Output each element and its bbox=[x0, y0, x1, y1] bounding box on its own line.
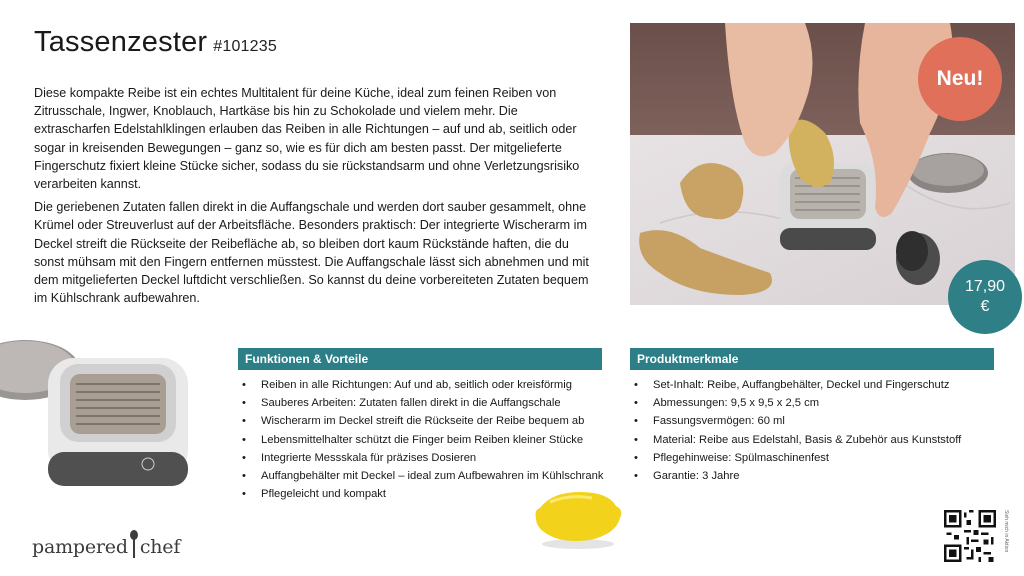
brand-name-part: pampered bbox=[32, 536, 128, 558]
list-item: • Sauberes Arbeiten: Zutaten fallen direkt in die Auffangschale bbox=[238, 394, 603, 412]
price-amount: 17,90 bbox=[964, 278, 1006, 295]
spoon-icon bbox=[129, 530, 139, 558]
list-item: • Pflegehinweise: Spülmaschinenfest bbox=[630, 449, 961, 467]
product-name: Tassenzester bbox=[34, 26, 208, 58]
list-item: • Lebensmittelhalter schützt die Finger beim Reiben kleiner Stücke bbox=[238, 431, 603, 449]
list-item: • Material: Reibe aus Edelstahl, Basis & Zubehör aus Kunststoff bbox=[630, 431, 961, 449]
list-item: • Pflegeleicht und kompakt bbox=[238, 485, 603, 503]
product-title bbox=[34, 26, 277, 59]
lemon-image bbox=[530, 488, 625, 550]
list-item: • Reiben in alle Richtungen: Auf und ab, seitlich oder kreisförmig bbox=[238, 376, 603, 394]
description-paragraph: Die geriebenen Zutaten fallen direkt in die Auffangschale und werden dort sauber gesammelt, ohne Krümel oder Streuverlust auf der Arbeitsfläche. Besonders praktisch: Der integrierte Wischerarm im Deckel streift die Rückseite der Reibefläche ab, so bleiben dort kaum Rückstände haften, die du sonst mühsam mit den Fingern entfernen müsstest. Die Auffangschale lässt sich abnehmen und mit dem mitgelieferten Deckel luftdicht verschließen. So kannst du deine vorbereiteten Zutaten bequem im Kühlschrank aufbewahren. bbox=[34, 200, 589, 306]
qr-caption: Sieh mich in Aktion bbox=[1003, 510, 1009, 553]
list-item: • Set-Inhalt: Reibe, Auffangbehälter, Deckel und Fingerschutz bbox=[630, 376, 961, 394]
list-item: • Garantie: 3 Jahre bbox=[630, 467, 961, 485]
features-heading: Funktionen & Vorteile bbox=[238, 348, 602, 370]
specs-heading: Produktmerkmale bbox=[630, 348, 994, 370]
list-item: • Abmessungen: 9,5 x 9,5 x 2,5 cm bbox=[630, 394, 961, 412]
specs-list bbox=[630, 376, 961, 485]
product-sku: #101235 bbox=[213, 38, 277, 55]
list-item: • Integrierte Messskala für präzises Dosieren bbox=[238, 449, 603, 467]
new-badge: Neu! bbox=[918, 37, 1002, 121]
list-item: • Wischerarm im Deckel streift die Rückseite der Reibe bequem ab bbox=[238, 412, 603, 430]
list-item: • Auffangbehälter mit Deckel – ideal zum Aufbewahren im Kühlschrank bbox=[238, 467, 603, 485]
product-image bbox=[0, 330, 200, 500]
brand-logo bbox=[32, 528, 180, 558]
brand-name-part: chef bbox=[139, 536, 181, 558]
product-description bbox=[34, 84, 594, 312]
description-paragraph: Diese kompakte Reibe ist ein echtes Multitalent für deine Küche, ideal zum feinen Reiben von Zitrusschale, Ingwer, Knoblauch, Hartkäse bis hin zu Schokolade und vielem mehr. Die extrascharfen Edelstahlklingen erlauben das Reiben in alle Richtungen – auf und ab, seitlich oder sogar in kreisenden Bewegungen – ganz so, wie es für dich am besten passt. Der mitgelieferte Fingerschutz fixiert kleine Stücke sicher, sodass du sie rückstandsarm und ohne Verletzungsrisiko verarbeiten kannst. bbox=[34, 86, 580, 192]
price-badge bbox=[948, 260, 1022, 334]
list-item: • Fassungsvermögen: 60 ml bbox=[630, 412, 961, 430]
price-currency: € bbox=[980, 298, 990, 315]
features-list bbox=[238, 376, 603, 503]
qr-code[interactable] bbox=[944, 510, 996, 562]
